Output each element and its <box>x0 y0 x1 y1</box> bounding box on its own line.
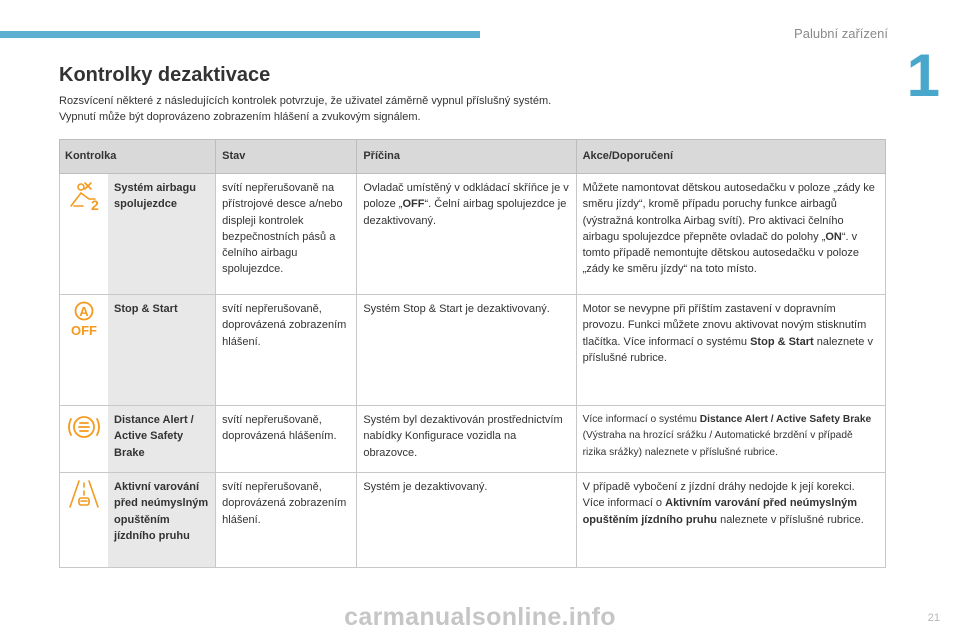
page-number: 21 <box>927 612 940 624</box>
row-stav: svítí nepřerušovaně na přístrojové desce a/nebo displeji kontrolek bezpečnostních pásů a čelního airbagu spolujezdce. <box>216 174 357 295</box>
row-name: Distance Alert / Active Safety Brake <box>108 406 216 473</box>
header-accent-bar <box>0 31 480 38</box>
row-pricina-text: “. Čelní airbag spolujezdce je dezaktivovaný. <box>363 198 567 227</box>
watermark: carmanualsonline.info <box>344 603 616 631</box>
row-akce-text: Motor se nevypne při příštím zastavení v dopravním provozu. Funkci můžete znovu aktivovat novým stisknutím tlačítka. Více informací o systému <box>582 303 867 348</box>
intro-line: Vypnutí může být doprovázeno zobrazením hlášení a zvukovým signálem. <box>59 111 421 123</box>
row-stav: svítí nepřerušovaně, doprovázená zobrazením hlášení. <box>216 473 357 568</box>
row-akce-bold: ON <box>825 230 842 243</box>
row-akce <box>576 295 885 406</box>
svg-text:2: 2 <box>91 197 99 212</box>
row-akce-bold: Stop & Start <box>750 335 814 348</box>
chapter-number: 1 <box>906 42 940 109</box>
row-pricina: Systém je dezaktivovaný. <box>357 473 576 568</box>
row-akce <box>576 406 885 473</box>
header-stav: Stav <box>216 140 357 174</box>
row-akce-text: “. v tomto případě nemontujte dětskou autosedačku v poloze „zády ke směru jízdy“ na toto místo. <box>582 230 859 276</box>
row-akce-text: (Výstraha na hrozící srážku / Automatické brzdění v případě rizika srážky) naleznete v příslušné rubrice. <box>582 430 853 458</box>
svg-text:A: A <box>79 304 89 319</box>
row-akce-text: naleznete v příslušné rubrice. <box>717 513 864 526</box>
row-name: Aktivní varování před neúmyslným opuštěním jízdního pruhu <box>108 473 216 568</box>
row-pricina: Systém byl dezaktivován prostřednictvím nabídky Konfigurace vozidla na obrazovce. <box>357 406 576 473</box>
airbag-off-icon <box>60 174 109 295</box>
stop-start-off-label: OFF <box>71 323 98 337</box>
warning-lights-table <box>59 139 886 568</box>
row-pricina: Systém Stop & Start je dezaktivovaný. <box>357 295 576 406</box>
row-akce-text: V případě vybočení z jízdní dráhy nedojde k její korekci. Více informací o <box>582 481 855 510</box>
table-row <box>60 174 886 295</box>
header-akce: Akce/Doporučení <box>576 140 885 174</box>
page-title: Kontrolky dezaktivace <box>59 64 271 86</box>
stop-start-off-icon <box>60 295 109 406</box>
row-akce-text: Více informací o systému <box>582 414 700 425</box>
row-akce-text: Můžete namontovat dětskou autosedačku v poloze „zády ke směru jízdy“, kromě případu poruchy funkce airbagů (výstražná kontrolka Airbag svítí). Pro aktivaci čelního airbagu spolujezdce přepněte ovladač do polohy „ <box>582 182 875 243</box>
distance-alert-icon <box>60 406 109 473</box>
row-akce-text: naleznete v příslušné rubrice. <box>582 335 873 364</box>
table-header-row <box>60 140 886 174</box>
row-pricina-text: Ovladač umístěný v odkládací skříňce je v poloze „ <box>363 182 569 211</box>
header-kontrolka: Kontrolka <box>60 140 216 174</box>
row-name: Stop & Start <box>108 295 216 406</box>
table-row <box>60 473 886 568</box>
row-akce <box>576 174 885 295</box>
row-stav: svítí nepřerušovaně, doprovázená zobrazením hlášení. <box>216 295 357 406</box>
table-row <box>60 406 886 473</box>
row-pricina-bold: OFF <box>402 198 425 211</box>
intro-line: Rozsvícení některé z následujících kontrolek potvrzuje, že uživatel záměrně vypnul příslušný systém. <box>59 95 552 107</box>
row-akce-bold: Distance Alert / Active Safety Brake <box>699 414 872 425</box>
row-akce-bold: Aktivním varování před neúmyslným opuštěním jízdního pruhu <box>582 497 858 526</box>
row-stav: svítí nepřerušovaně, doprovázená hlášením. <box>216 406 357 473</box>
header-pricina: Příčina <box>357 140 576 174</box>
intro-text <box>59 93 839 125</box>
lane-departure-icon <box>60 473 109 568</box>
table-row <box>60 295 886 406</box>
row-name: Systém airbagu spolujezdce <box>108 174 216 295</box>
section-title: Palubní zařízení <box>794 26 888 41</box>
row-akce <box>576 473 885 568</box>
row-pricina <box>357 174 576 295</box>
